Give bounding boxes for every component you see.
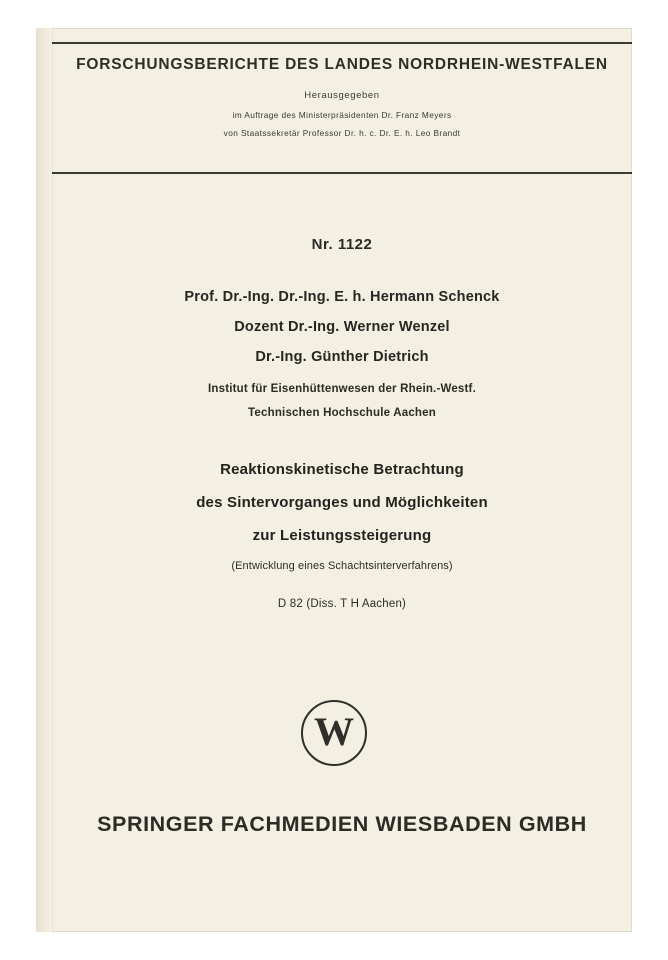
title-line: zur Leistungssteigerung: [252, 527, 432, 544]
cover-body: [52, 200, 632, 610]
book-spine-shading: [36, 28, 52, 932]
editor-line-1: im Auftrage des Ministerpräsidenten Dr. Franz Meyers: [232, 110, 452, 120]
author-name: Prof. Dr.-Ing. Dr.-Ing. E. h. Hermann Schenck: [184, 289, 500, 305]
document-subtitle: (Entwicklung eines Schachtsinterverfahrens): [231, 560, 453, 572]
header-rule-bottom: [52, 172, 632, 174]
report-number: Nr. 1122: [311, 236, 373, 253]
affiliation-line: Technischen Hochschule Aachen: [248, 407, 436, 419]
author-name: Dozent Dr.-Ing. Werner Wenzel: [234, 319, 450, 335]
editor-label: Herausgegeben: [304, 90, 380, 101]
author-name: Dr.-Ing. Günther Dietrich: [255, 349, 429, 365]
document-title: [52, 461, 632, 610]
affiliation: [52, 383, 632, 419]
series-title: FORSCHUNGSBERICHTE DES LANDES NORDRHEIN-WESTFALEN: [76, 56, 608, 73]
title-line: Reaktionskinetische Betrachtung: [220, 461, 464, 478]
editor-line-2: von Staatssekretär Professor Dr. h. c. Dr. E. h. Leo Brandt: [223, 128, 461, 138]
publisher-logo: [0, 700, 668, 771]
series-header: [52, 44, 632, 172]
logo-letter: W: [314, 709, 354, 755]
springer-w-logo-icon: [301, 700, 367, 766]
title-line: des Sintervorganges und Möglichkeiten: [196, 494, 488, 511]
affiliation-line: Institut für Eisenhüttenwesen der Rhein.-Westf.: [208, 383, 476, 395]
publisher-name: SPRINGER FACHMEDIEN WIESBADEN GMBH: [97, 812, 587, 836]
author-list: [52, 289, 632, 365]
dissertation-note: D 82 (Diss. T H Aachen): [277, 598, 407, 610]
